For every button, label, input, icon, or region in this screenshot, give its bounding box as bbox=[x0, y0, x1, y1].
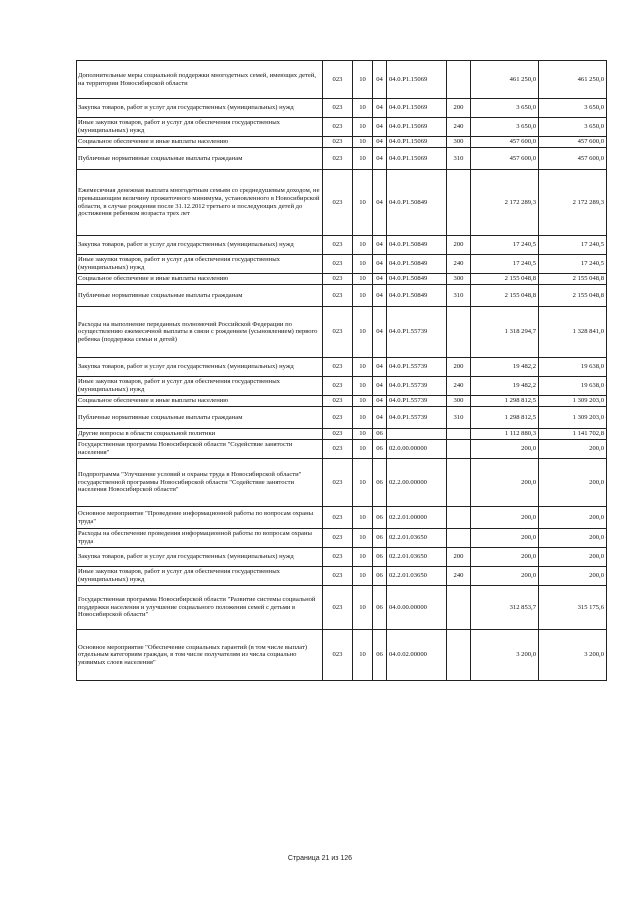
row-section: 10 bbox=[353, 307, 373, 358]
row-expense-type: 300 bbox=[447, 137, 471, 148]
row-name: Иные закупки товаров, работ и услуг для обеспечения государственных (муниципальных) нужд bbox=[77, 118, 323, 137]
row-amount-2: 17 240,5 bbox=[539, 255, 607, 274]
row-grbs: 023 bbox=[323, 529, 353, 548]
row-grbs: 023 bbox=[323, 307, 353, 358]
row-name: Основное мероприятие "Обеспечение социальных гарантий (в том числе выплат) отдельным категориям граждан, в том числе получателям из числа социально уязвимых слоев населения" bbox=[77, 630, 323, 681]
row-target-article: 04.0.00.00000 bbox=[387, 586, 447, 630]
row-amount-1: 200,0 bbox=[471, 548, 539, 567]
row-amount-1: 19 482,2 bbox=[471, 377, 539, 396]
row-target-article: 04.0.Р1.55739 bbox=[387, 307, 447, 358]
row-grbs: 023 bbox=[323, 118, 353, 137]
row-grbs: 023 bbox=[323, 61, 353, 99]
row-expense-type bbox=[447, 170, 471, 236]
row-amount-1: 200,0 bbox=[471, 529, 539, 548]
row-expense-type: 300 bbox=[447, 396, 471, 407]
row-expense-type: 200 bbox=[447, 99, 471, 118]
row-target-article: 04.0.Р1.50849 bbox=[387, 170, 447, 236]
row-target-article: 04.0.Р1.55739 bbox=[387, 396, 447, 407]
budget-table-body bbox=[77, 61, 607, 681]
row-expense-type: 200 bbox=[447, 548, 471, 567]
table-row bbox=[77, 407, 607, 429]
row-target-article: 04.0.Р1.50849 bbox=[387, 236, 447, 255]
row-grbs: 023 bbox=[323, 407, 353, 429]
row-amount-2: 200,0 bbox=[539, 507, 607, 529]
row-amount-1: 2 172 289,3 bbox=[471, 170, 539, 236]
row-target-article: 04.0.Р1.55739 bbox=[387, 377, 447, 396]
row-amount-2: 200,0 bbox=[539, 459, 607, 507]
row-grbs: 023 bbox=[323, 567, 353, 586]
row-grbs: 023 bbox=[323, 396, 353, 407]
row-target-article bbox=[387, 429, 447, 440]
row-grbs: 023 bbox=[323, 137, 353, 148]
row-amount-1: 3 650,0 bbox=[471, 99, 539, 118]
page-footer: Страница 21 из 126 bbox=[287, 855, 353, 862]
row-amount-1: 1 298 812,5 bbox=[471, 407, 539, 429]
row-section: 10 bbox=[353, 170, 373, 236]
row-expense-type bbox=[447, 440, 471, 459]
row-expense-type bbox=[447, 529, 471, 548]
row-target-article: 02.2.01.03650 bbox=[387, 529, 447, 548]
table-row bbox=[77, 630, 607, 681]
table-row bbox=[77, 118, 607, 137]
row-subsection: 06 bbox=[373, 630, 387, 681]
row-amount-2: 1 328 841,0 bbox=[539, 307, 607, 358]
row-name: Закупка товаров, работ и услуг для государственных (муниципальных) нужд bbox=[77, 358, 323, 377]
row-section: 10 bbox=[353, 99, 373, 118]
row-subsection: 04 bbox=[373, 377, 387, 396]
row-amount-2: 2 172 289,3 bbox=[539, 170, 607, 236]
budget-table bbox=[76, 60, 607, 681]
row-name: Закупка товаров, работ и услуг для государственных (муниципальных) нужд bbox=[77, 548, 323, 567]
row-amount-1: 1 112 880,3 bbox=[471, 429, 539, 440]
row-expense-type: 310 bbox=[447, 407, 471, 429]
row-expense-type bbox=[447, 429, 471, 440]
row-name: Дополнительные меры социальной поддержки многодетных семей, имеющих детей, на территории Новосибирской области bbox=[77, 61, 323, 99]
row-amount-1: 2 155 048,8 bbox=[471, 274, 539, 285]
row-target-article: 04.0.Р1.15069 bbox=[387, 61, 447, 99]
row-grbs: 023 bbox=[323, 285, 353, 307]
row-amount-1: 3 200,0 bbox=[471, 630, 539, 681]
row-section: 10 bbox=[353, 236, 373, 255]
row-subsection: 04 bbox=[373, 61, 387, 99]
row-name: Социальное обеспечение и иные выплаты населению bbox=[77, 274, 323, 285]
row-target-article: 04.0.Р1.50849 bbox=[387, 255, 447, 274]
row-amount-2: 200,0 bbox=[539, 529, 607, 548]
row-grbs: 023 bbox=[323, 459, 353, 507]
row-amount-1: 457 600,0 bbox=[471, 137, 539, 148]
row-expense-type: 240 bbox=[447, 255, 471, 274]
row-section: 10 bbox=[353, 358, 373, 377]
row-grbs: 023 bbox=[323, 274, 353, 285]
row-amount-1: 1 298 812,5 bbox=[471, 396, 539, 407]
table-row bbox=[77, 307, 607, 358]
row-subsection: 06 bbox=[373, 429, 387, 440]
row-subsection: 04 bbox=[373, 137, 387, 148]
row-name: Другие вопросы в области социальной политики bbox=[77, 429, 323, 440]
row-name: Иные закупки товаров, работ и услуг для обеспечения государственных (муниципальных) нужд bbox=[77, 255, 323, 274]
row-grbs: 023 bbox=[323, 255, 353, 274]
row-section: 10 bbox=[353, 459, 373, 507]
row-name: Государственная программа Новосибирской области "Развитие системы социальной поддержки населения и улучшение социального положения семей с детьми в Новосибирской области" bbox=[77, 586, 323, 630]
row-target-article: 04.0.Р1.15069 bbox=[387, 148, 447, 170]
row-section: 10 bbox=[353, 548, 373, 567]
row-grbs: 023 bbox=[323, 170, 353, 236]
row-name: Публичные нормативные социальные выплаты гражданам bbox=[77, 285, 323, 307]
table-row bbox=[77, 507, 607, 529]
row-expense-type bbox=[447, 61, 471, 99]
row-expense-type bbox=[447, 630, 471, 681]
row-section: 10 bbox=[353, 377, 373, 396]
row-expense-type bbox=[447, 586, 471, 630]
row-subsection: 06 bbox=[373, 440, 387, 459]
row-name: Расходы на выполнение переданных полномочий Российской Федерации по осуществлению ежемесячной выплаты в связи с рождением (усыновлением) первого ребенка (поддержка семьи и детей) bbox=[77, 307, 323, 358]
row-amount-1: 1 318 294,7 bbox=[471, 307, 539, 358]
row-section: 10 bbox=[353, 567, 373, 586]
row-section: 10 bbox=[353, 148, 373, 170]
row-name: Государственная программа Новосибирской области "Содействие занятости населения" bbox=[77, 440, 323, 459]
row-amount-2: 1 141 702,8 bbox=[539, 429, 607, 440]
row-amount-1: 17 240,5 bbox=[471, 255, 539, 274]
row-section: 10 bbox=[353, 407, 373, 429]
row-amount-1: 19 482,2 bbox=[471, 358, 539, 377]
row-subsection: 04 bbox=[373, 407, 387, 429]
row-grbs: 023 bbox=[323, 148, 353, 170]
table-row bbox=[77, 586, 607, 630]
row-name: Публичные нормативные социальные выплаты гражданам bbox=[77, 148, 323, 170]
table-row bbox=[77, 255, 607, 274]
row-amount-2: 200,0 bbox=[539, 567, 607, 586]
row-section: 10 bbox=[353, 429, 373, 440]
row-grbs: 023 bbox=[323, 507, 353, 529]
row-grbs: 023 bbox=[323, 586, 353, 630]
row-amount-2: 457 600,0 bbox=[539, 148, 607, 170]
table-row bbox=[77, 137, 607, 148]
row-subsection: 04 bbox=[373, 148, 387, 170]
row-expense-type: 200 bbox=[447, 358, 471, 377]
row-subsection: 04 bbox=[373, 170, 387, 236]
row-subsection: 06 bbox=[373, 529, 387, 548]
row-grbs: 023 bbox=[323, 99, 353, 118]
row-subsection: 06 bbox=[373, 567, 387, 586]
row-section: 10 bbox=[353, 507, 373, 529]
row-grbs: 023 bbox=[323, 377, 353, 396]
row-amount-1: 200,0 bbox=[471, 440, 539, 459]
row-grbs: 023 bbox=[323, 440, 353, 459]
row-target-article: 04.0.Р1.15069 bbox=[387, 118, 447, 137]
row-target-article: 02.2.01.03650 bbox=[387, 567, 447, 586]
row-expense-type bbox=[447, 307, 471, 358]
row-name: Публичные нормативные социальные выплаты гражданам bbox=[77, 407, 323, 429]
row-expense-type: 200 bbox=[447, 236, 471, 255]
row-name: Иные закупки товаров, работ и услуг для обеспечения государственных (муниципальных) нужд bbox=[77, 377, 323, 396]
row-amount-2: 461 250,0 bbox=[539, 61, 607, 99]
row-subsection: 06 bbox=[373, 548, 387, 567]
row-subsection: 06 bbox=[373, 507, 387, 529]
row-amount-2: 200,0 bbox=[539, 440, 607, 459]
row-grbs: 023 bbox=[323, 358, 353, 377]
row-name: Социальное обеспечение и иные выплаты населению bbox=[77, 137, 323, 148]
row-grbs: 023 bbox=[323, 630, 353, 681]
row-target-article: 04.0.Р1.15069 bbox=[387, 137, 447, 148]
row-subsection: 04 bbox=[373, 285, 387, 307]
row-name: Подпрограмма "Улучшение условий и охраны труда в Новосибирской области" государственной программы Новосибирской области "Содействие занятости населения Новосибирской области" bbox=[77, 459, 323, 507]
row-expense-type: 310 bbox=[447, 148, 471, 170]
row-section: 10 bbox=[353, 529, 373, 548]
row-subsection: 06 bbox=[373, 459, 387, 507]
row-subsection: 04 bbox=[373, 236, 387, 255]
row-section: 10 bbox=[353, 137, 373, 148]
row-name: Основное мероприятие "Проведение информационной работы по вопросам охраны труда" bbox=[77, 507, 323, 529]
row-name: Расходы на обеспечение проведения информационной работы по вопросам охраны труда bbox=[77, 529, 323, 548]
table-row bbox=[77, 274, 607, 285]
row-target-article: 04.0.Р1.55739 bbox=[387, 358, 447, 377]
row-section: 10 bbox=[353, 118, 373, 137]
table-row bbox=[77, 429, 607, 440]
row-amount-2: 2 155 048,8 bbox=[539, 274, 607, 285]
row-amount-1: 2 155 048,8 bbox=[471, 285, 539, 307]
table-row bbox=[77, 459, 607, 507]
row-amount-2: 200,0 bbox=[539, 548, 607, 567]
row-expense-type: 300 bbox=[447, 274, 471, 285]
row-target-article: 04.0.Р1.55739 bbox=[387, 407, 447, 429]
row-amount-1: 200,0 bbox=[471, 567, 539, 586]
row-name: Закупка товаров, работ и услуг для государственных (муниципальных) нужд bbox=[77, 236, 323, 255]
row-amount-1: 312 853,7 bbox=[471, 586, 539, 630]
row-target-article: 02.0.00.00000 bbox=[387, 440, 447, 459]
row-grbs: 023 bbox=[323, 548, 353, 567]
row-amount-1: 200,0 bbox=[471, 507, 539, 529]
row-expense-type: 240 bbox=[447, 567, 471, 586]
row-name: Ежемесячная денежная выплата многодетным семьям со среднедушевым доходом, не превышающим величину прожиточного минимума, установленного в Новосибирской области, в случае рождения после 31.12.2012 третьего и последующих детей до достижения ребенком возраста трех лет bbox=[77, 170, 323, 236]
row-subsection: 04 bbox=[373, 255, 387, 274]
row-amount-1: 17 240,5 bbox=[471, 236, 539, 255]
row-target-article: 02.2.01.00000 bbox=[387, 507, 447, 529]
row-amount-1: 461 250,0 bbox=[471, 61, 539, 99]
row-grbs: 023 bbox=[323, 429, 353, 440]
row-amount-2: 3 200,0 bbox=[539, 630, 607, 681]
table-row bbox=[77, 148, 607, 170]
table-row bbox=[77, 358, 607, 377]
row-amount-1: 457 600,0 bbox=[471, 148, 539, 170]
row-section: 10 bbox=[353, 440, 373, 459]
row-grbs: 023 bbox=[323, 236, 353, 255]
row-section: 10 bbox=[353, 396, 373, 407]
row-subsection: 04 bbox=[373, 118, 387, 137]
row-amount-2: 315 175,6 bbox=[539, 586, 607, 630]
row-section: 10 bbox=[353, 630, 373, 681]
table-row bbox=[77, 440, 607, 459]
row-subsection: 04 bbox=[373, 358, 387, 377]
row-amount-1: 200,0 bbox=[471, 459, 539, 507]
table-row bbox=[77, 377, 607, 396]
row-name: Иные закупки товаров, работ и услуг для обеспечения государственных (муниципальных) нужд bbox=[77, 567, 323, 586]
row-amount-2: 457 600,0 bbox=[539, 137, 607, 148]
row-target-article: 04.0.Р1.50849 bbox=[387, 285, 447, 307]
row-expense-type: 240 bbox=[447, 377, 471, 396]
row-amount-2: 19 638,0 bbox=[539, 377, 607, 396]
row-subsection: 04 bbox=[373, 274, 387, 285]
row-subsection: 04 bbox=[373, 396, 387, 407]
row-target-article: 02.2.00.00000 bbox=[387, 459, 447, 507]
table-row bbox=[77, 61, 607, 99]
row-amount-2: 2 155 048,8 bbox=[539, 285, 607, 307]
row-amount-2: 1 309 203,0 bbox=[539, 407, 607, 429]
row-amount-2: 3 650,0 bbox=[539, 99, 607, 118]
row-target-article: 02.2.01.03650 bbox=[387, 548, 447, 567]
row-target-article: 04.0.02.00000 bbox=[387, 630, 447, 681]
row-target-article: 04.0.Р1.50849 bbox=[387, 274, 447, 285]
table-row bbox=[77, 567, 607, 586]
row-section: 10 bbox=[353, 61, 373, 99]
row-expense-type bbox=[447, 459, 471, 507]
table-row bbox=[77, 548, 607, 567]
row-amount-2: 19 638,0 bbox=[539, 358, 607, 377]
row-name: Закупка товаров, работ и услуг для государственных (муниципальных) нужд bbox=[77, 99, 323, 118]
row-amount-2: 17 240,5 bbox=[539, 236, 607, 255]
table-row bbox=[77, 170, 607, 236]
row-expense-type: 310 bbox=[447, 285, 471, 307]
table-row bbox=[77, 396, 607, 407]
row-expense-type: 240 bbox=[447, 118, 471, 137]
row-name: Социальное обеспечение и иные выплаты населению bbox=[77, 396, 323, 407]
row-section: 10 bbox=[353, 586, 373, 630]
row-subsection: 04 bbox=[373, 307, 387, 358]
row-amount-2: 3 650,0 bbox=[539, 118, 607, 137]
table-row bbox=[77, 99, 607, 118]
row-target-article: 04.0.Р1.15069 bbox=[387, 99, 447, 118]
row-amount-2: 1 309 203,0 bbox=[539, 396, 607, 407]
table-row bbox=[77, 285, 607, 307]
row-amount-1: 3 650,0 bbox=[471, 118, 539, 137]
row-section: 10 bbox=[353, 285, 373, 307]
row-subsection: 04 bbox=[373, 99, 387, 118]
row-expense-type bbox=[447, 507, 471, 529]
row-section: 10 bbox=[353, 274, 373, 285]
table-row bbox=[77, 236, 607, 255]
row-section: 10 bbox=[353, 255, 373, 274]
row-subsection: 06 bbox=[373, 586, 387, 630]
table-row bbox=[77, 529, 607, 548]
